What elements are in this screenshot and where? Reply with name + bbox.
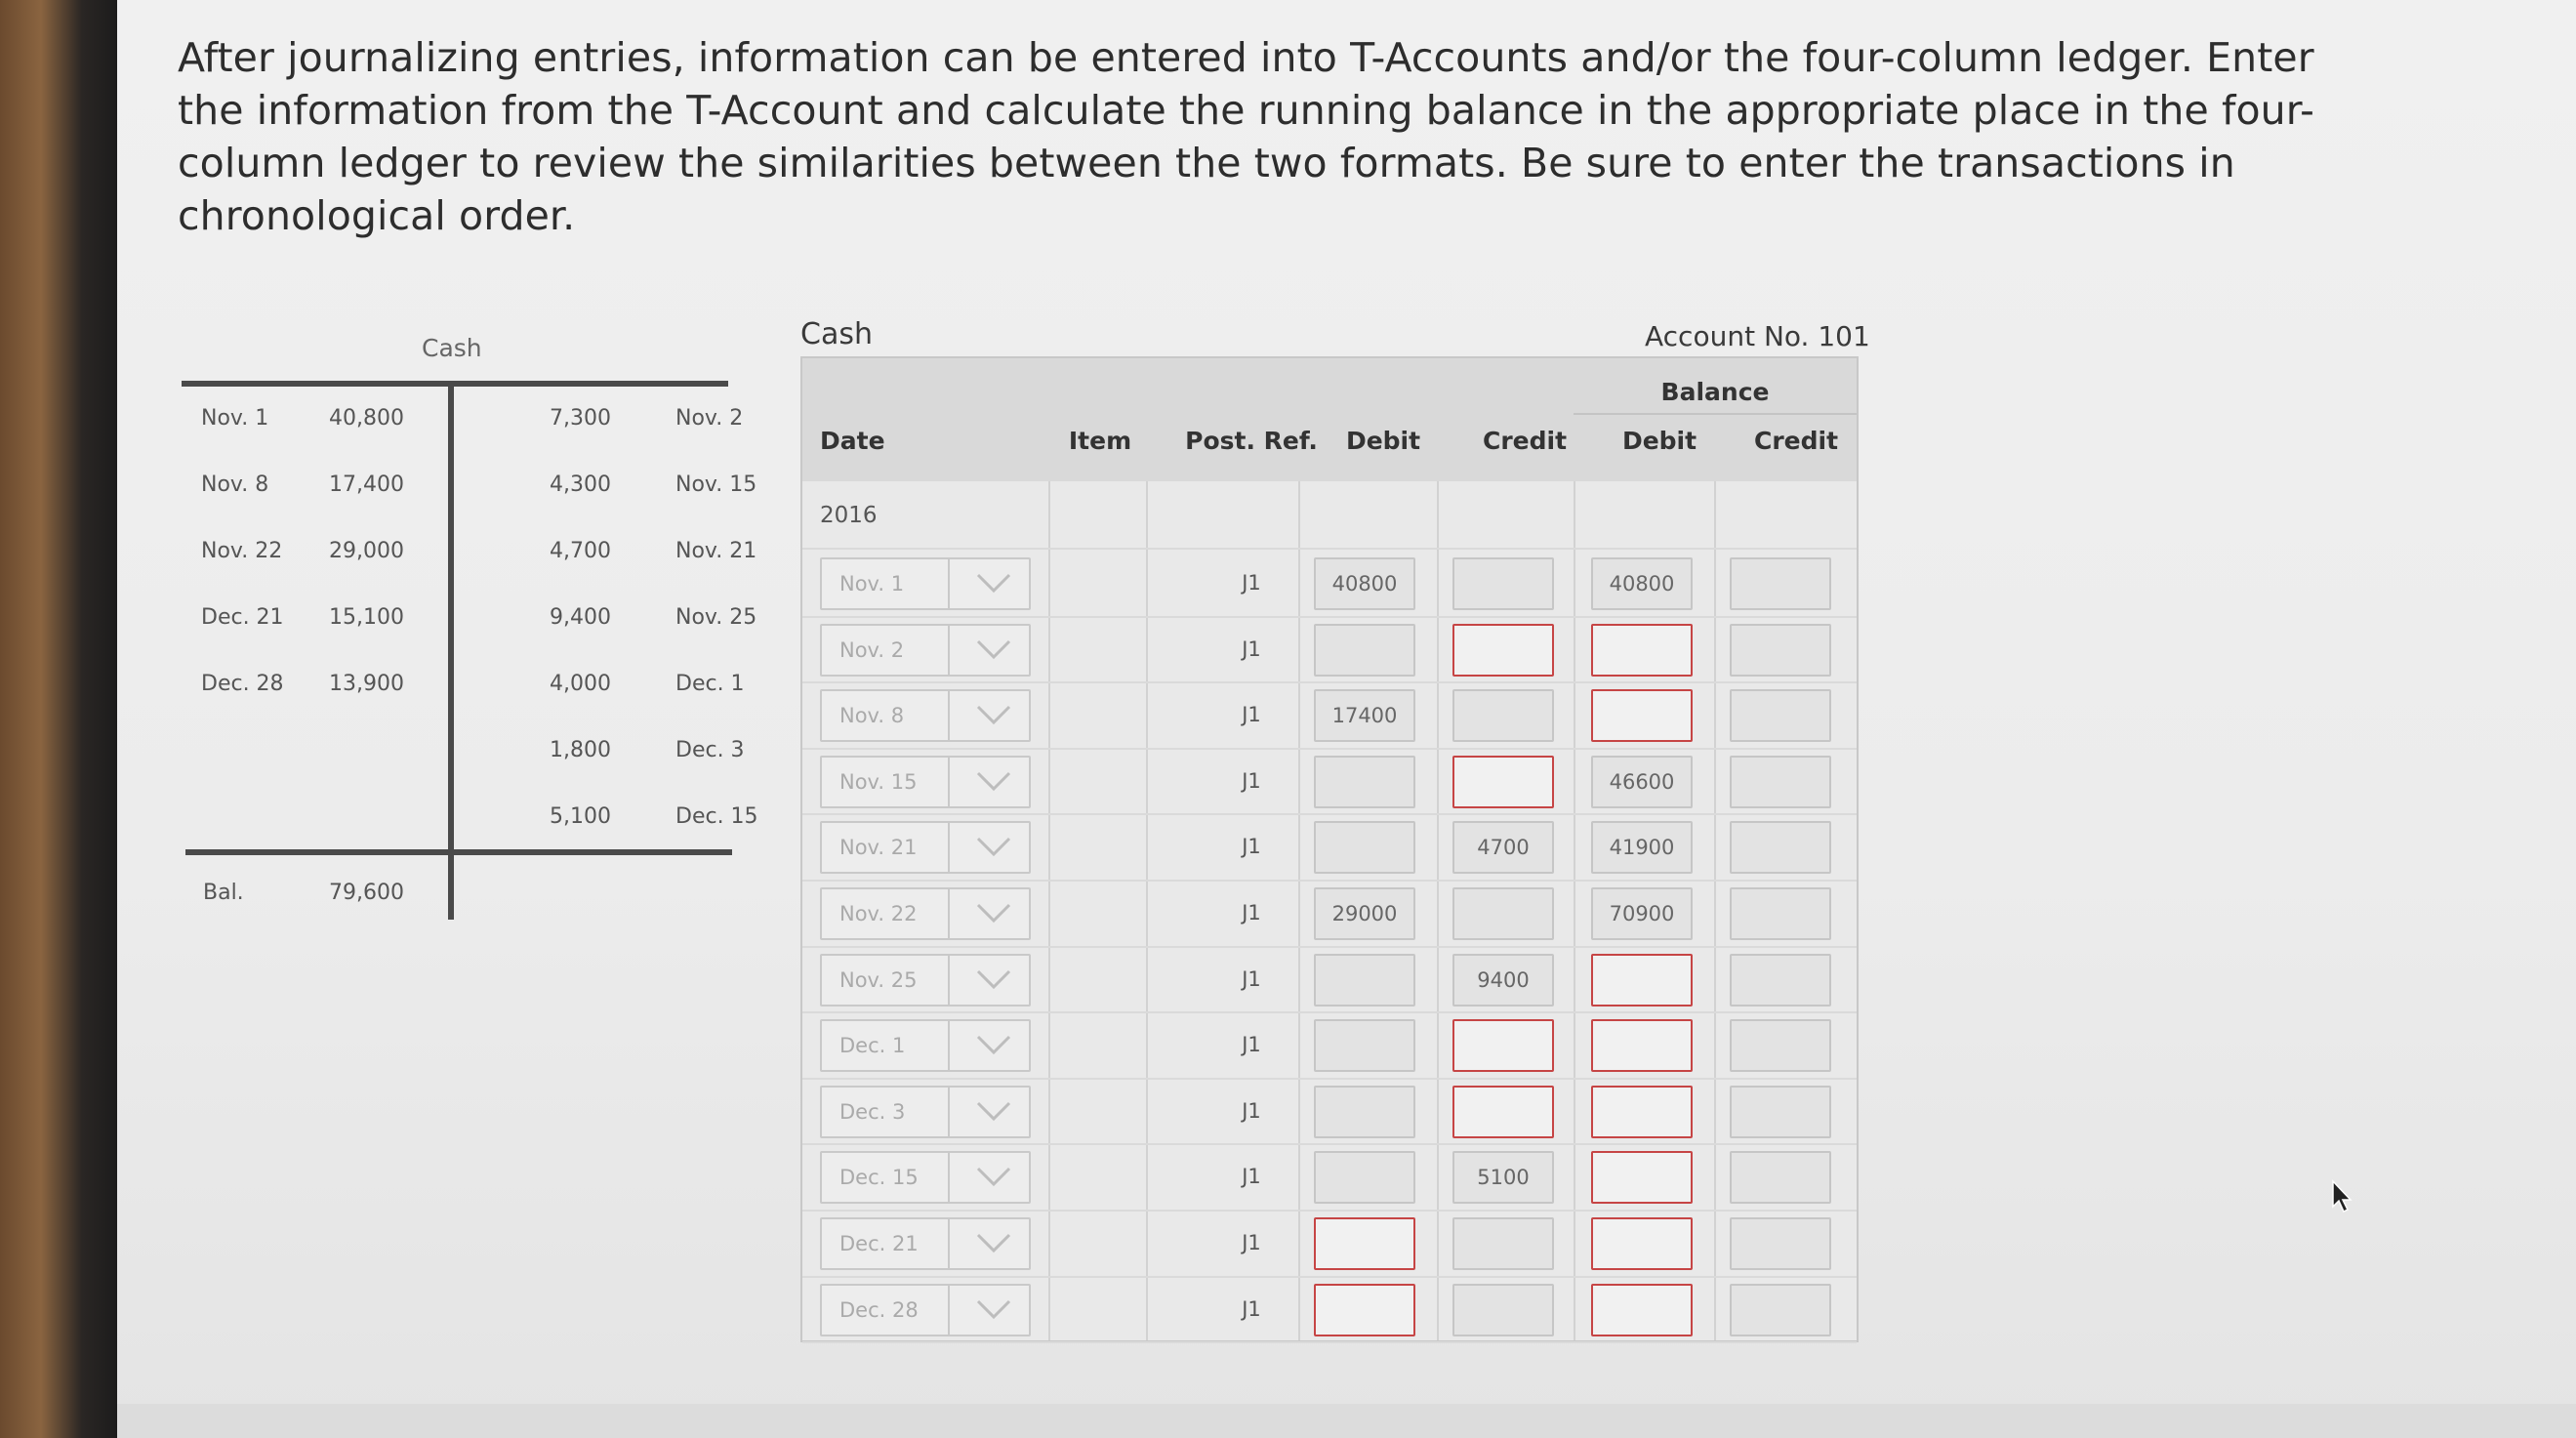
bal-debit-input[interactable] [1591, 954, 1693, 1007]
select-divider [948, 889, 950, 938]
header-balance-credit: Credit [1753, 427, 1839, 455]
bottom-bar [117, 1404, 2576, 1438]
date-select-value: Nov. 21 [839, 836, 918, 860]
t-credit-amount: 4,000 [550, 672, 611, 696]
select-divider [948, 823, 950, 872]
chevron-down-icon[interactable] [974, 569, 1013, 598]
select-divider [948, 758, 950, 806]
select-divider [948, 1153, 950, 1202]
row-divider [802, 681, 1857, 683]
credit-input[interactable] [1452, 887, 1554, 940]
ledger-title: Cash [800, 317, 873, 351]
credit-input[interactable] [1452, 624, 1554, 677]
date-select-value: Dec. 15 [839, 1166, 919, 1190]
t-balance-amount: 79,600 [329, 881, 404, 905]
date-select-value: Nov. 1 [839, 572, 905, 596]
header-debit: Debit [1345, 427, 1421, 455]
monitor-bezel [0, 0, 117, 1438]
bal-debit-input[interactable] [1591, 689, 1693, 742]
select-divider [948, 1088, 950, 1136]
bal-credit-input[interactable] [1730, 821, 1831, 874]
row-divider [802, 813, 1857, 815]
debit-input[interactable]: 17400 [1314, 689, 1415, 742]
date-select[interactable] [820, 624, 1031, 677]
t-debit-amount: 15,100 [329, 605, 404, 630]
post-ref: J1 [1242, 768, 1261, 793]
row-divider [802, 1143, 1857, 1145]
t-debit-date: Nov. 22 [201, 539, 283, 563]
instructions-text: After journalizing entries, information can be entered into T-Accounts and/or the four-column ledger. Enter the information from the T-Account and calculate the running balance in the appropriate place in the four-column ledger to review the similarities between the two formats. Be sure to enter the transactions in chronological order. [178, 34, 2314, 239]
t-credit-date: Dec. 15 [675, 804, 758, 829]
header-post-ref: Post. Ref. [1185, 427, 1318, 455]
date-select-value: Dec. 1 [839, 1034, 906, 1058]
t-debit-date: Dec. 21 [201, 605, 284, 630]
credit-input[interactable]: 5100 [1452, 1151, 1554, 1204]
t-debit-date: Nov. 1 [201, 406, 269, 431]
row-divider [802, 1276, 1857, 1278]
bal-debit-input[interactable]: 46600 [1591, 756, 1693, 808]
debit-input[interactable] [1314, 1019, 1415, 1072]
column-divider [1574, 481, 1575, 1340]
bal-credit-input[interactable] [1730, 756, 1831, 808]
t-account-top-rule [182, 381, 728, 387]
bal-debit-input[interactable] [1591, 1019, 1693, 1072]
ledger-year: 2016 [820, 503, 878, 528]
select-divider [948, 1286, 950, 1335]
post-ref: J1 [1242, 571, 1261, 595]
row-divider [802, 748, 1857, 750]
bal-debit-input[interactable]: 41900 [1591, 821, 1693, 874]
date-select-value: Nov. 8 [839, 704, 905, 728]
bal-credit-input[interactable] [1730, 1284, 1831, 1336]
screen [117, 0, 2576, 1438]
select-divider [948, 1021, 950, 1070]
balance-header-rule [1574, 413, 1857, 415]
debit-input[interactable]: 29000 [1314, 887, 1415, 940]
credit-input[interactable]: 4700 [1452, 821, 1554, 874]
row-divider [802, 1210, 1857, 1212]
t-credit-date: Dec. 1 [675, 672, 745, 696]
date-select[interactable] [820, 1284, 1031, 1336]
t-credit-date: Nov. 25 [675, 605, 757, 630]
chevron-down-icon[interactable] [974, 701, 1013, 730]
chevron-down-icon[interactable] [974, 899, 1013, 928]
date-select[interactable] [820, 756, 1031, 808]
bal-debit-input[interactable] [1591, 624, 1693, 677]
t-credit-date: Nov. 2 [675, 406, 744, 431]
t-account-title: Cash [422, 334, 482, 362]
t-debit-amount: 40,800 [329, 406, 404, 431]
bal-debit-input[interactable] [1591, 1151, 1693, 1204]
t-credit-date: Nov. 21 [675, 539, 757, 563]
bal-credit-input[interactable] [1730, 1217, 1831, 1270]
select-divider [948, 691, 950, 740]
t-debit-amount: 29,000 [329, 539, 404, 563]
debit-input[interactable] [1314, 954, 1415, 1007]
date-select-value: Dec. 3 [839, 1099, 906, 1124]
post-ref: J1 [1242, 1231, 1261, 1254]
chevron-down-icon[interactable] [974, 1163, 1013, 1192]
row-divider [802, 946, 1857, 948]
header-balance: Balance [1660, 378, 1770, 406]
bal-credit-input[interactable] [1730, 1151, 1831, 1204]
t-credit-amount: 4,300 [550, 472, 611, 497]
date-select[interactable] [820, 689, 1031, 742]
header-item: Item [1068, 427, 1132, 455]
post-ref: J1 [1242, 1165, 1261, 1189]
post-ref: J1 [1242, 966, 1261, 991]
column-divider [1146, 481, 1148, 1340]
four-column-ledger [800, 356, 1859, 1342]
credit-input[interactable] [1452, 756, 1554, 808]
header-credit: Credit [1482, 427, 1568, 455]
date-select-value: Nov. 15 [839, 769, 918, 794]
date-select-value: Dec. 28 [839, 1297, 919, 1322]
bal-debit-input[interactable] [1591, 1284, 1693, 1336]
t-debit-amount: 17,400 [329, 472, 404, 497]
credit-input[interactable]: 9400 [1452, 954, 1554, 1007]
select-divider [948, 956, 950, 1005]
t-credit-date: Dec. 3 [675, 738, 745, 762]
date-select[interactable] [820, 1086, 1031, 1138]
chevron-down-icon[interactable] [974, 1097, 1013, 1127]
date-select[interactable] [820, 821, 1031, 874]
mouse-cursor-icon [2331, 1179, 2354, 1214]
date-select-value: Nov. 2 [839, 637, 905, 662]
chevron-down-icon[interactable] [974, 833, 1013, 862]
post-ref: J1 [1242, 835, 1261, 859]
t-credit-date: Nov. 15 [675, 472, 757, 497]
t-credit-amount: 1,800 [550, 738, 611, 762]
debit-input[interactable]: 40800 [1314, 557, 1415, 610]
bal-credit-input[interactable] [1730, 1019, 1831, 1072]
select-divider [948, 626, 950, 675]
date-select[interactable] [820, 1151, 1031, 1204]
select-divider [948, 1219, 950, 1268]
ledger-account-number: Account No. 101 [1645, 320, 1870, 352]
credit-input[interactable] [1452, 1284, 1554, 1336]
bal-credit-input[interactable] [1730, 887, 1831, 940]
row-divider [802, 1341, 1857, 1343]
bal-credit-input[interactable] [1730, 689, 1831, 742]
t-debit-amount: 13,900 [329, 672, 404, 696]
post-ref: J1 [1242, 1296, 1261, 1321]
row-divider [802, 1011, 1857, 1013]
post-ref: J1 [1242, 637, 1261, 661]
select-divider [948, 559, 950, 608]
debit-input[interactable] [1314, 1217, 1415, 1270]
row-divider [802, 1078, 1857, 1080]
t-debit-date: Nov. 8 [201, 472, 269, 497]
t-balance-label: Bal. [203, 881, 244, 905]
credit-input[interactable] [1452, 1217, 1554, 1270]
row-divider [802, 880, 1857, 882]
date-select[interactable] [820, 1019, 1031, 1072]
date-select[interactable] [820, 1217, 1031, 1270]
t-credit-amount: 5,100 [550, 804, 611, 829]
credit-input[interactable] [1452, 1019, 1554, 1072]
debit-input[interactable] [1314, 1086, 1415, 1138]
date-select[interactable] [820, 557, 1031, 610]
credit-input[interactable] [1452, 557, 1554, 610]
bal-debit-input[interactable] [1591, 1086, 1693, 1138]
chevron-down-icon[interactable] [974, 636, 1013, 665]
date-select-value: Dec. 21 [839, 1232, 919, 1255]
post-ref: J1 [1242, 1098, 1261, 1123]
date-select-value: Nov. 22 [839, 902, 918, 925]
post-ref: J1 [1242, 901, 1261, 924]
post-ref: J1 [1242, 1033, 1261, 1057]
chevron-down-icon[interactable] [974, 1031, 1013, 1060]
bal-credit-input[interactable] [1730, 557, 1831, 610]
header-date: Date [820, 427, 885, 455]
post-ref: J1 [1242, 703, 1261, 727]
header-balance-debit: Debit [1621, 427, 1697, 455]
t-account-center-rule [448, 381, 454, 920]
column-divider [1437, 481, 1439, 1340]
t-debit-date: Dec. 28 [201, 672, 284, 696]
debit-input[interactable] [1314, 756, 1415, 808]
debit-input[interactable] [1314, 624, 1415, 677]
column-divider [1714, 481, 1716, 1340]
bal-credit-input[interactable] [1730, 1086, 1831, 1138]
date-select-value: Nov. 25 [839, 967, 918, 992]
row-divider [802, 616, 1857, 618]
chevron-down-icon[interactable] [974, 1229, 1013, 1258]
t-credit-amount: 7,300 [550, 406, 611, 431]
date-select[interactable] [820, 954, 1031, 1007]
bal-credit-input[interactable] [1730, 954, 1831, 1007]
t-account [182, 322, 806, 927]
column-divider [1048, 481, 1050, 1340]
row-divider [802, 548, 1857, 550]
t-credit-amount: 4,700 [550, 539, 611, 563]
t-credit-amount: 9,400 [550, 605, 611, 630]
chevron-down-icon[interactable] [974, 1295, 1013, 1325]
chevron-down-icon[interactable] [974, 767, 1013, 797]
credit-input[interactable] [1452, 1086, 1554, 1138]
chevron-down-icon[interactable] [974, 966, 1013, 995]
bal-debit-input[interactable] [1591, 1217, 1693, 1270]
t-account-bottom-rule [185, 849, 732, 855]
bal-credit-input[interactable] [1730, 624, 1831, 677]
credit-input[interactable] [1452, 689, 1554, 742]
ledger-header [802, 358, 1857, 481]
debit-input[interactable] [1314, 1284, 1415, 1336]
debit-input[interactable] [1314, 821, 1415, 874]
date-select[interactable] [820, 887, 1031, 940]
bal-debit-input[interactable]: 40800 [1591, 557, 1693, 610]
bal-debit-input[interactable]: 70900 [1591, 887, 1693, 940]
debit-input[interactable] [1314, 1151, 1415, 1204]
